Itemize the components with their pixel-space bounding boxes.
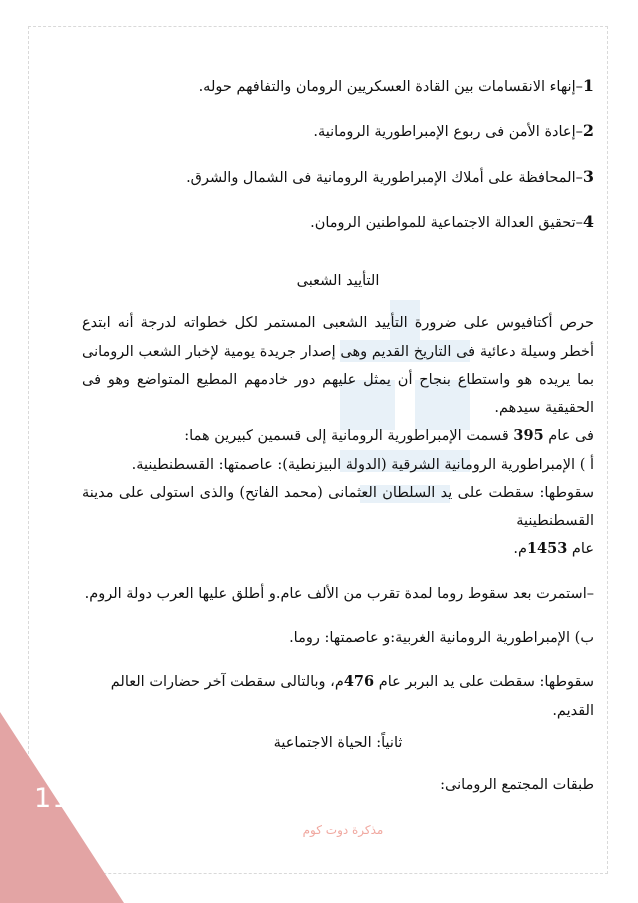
goal-item-1 <box>82 70 594 101</box>
continued-note: –استمرت بعد سقوط روما لمدة تقرب من الألف عام.و أطلق عليها العرب دولة الروم. <box>84 585 594 602</box>
goal-number: 3 <box>582 166 594 186</box>
division-year: 395 <box>513 427 544 445</box>
goal-item-3 <box>82 161 594 192</box>
division-line <box>82 422 594 450</box>
goal-number: 2 <box>582 121 594 141</box>
goal-text: –إنهاء الانقسامات بين القادة العسكريين الرومان والتفافهم حوله. <box>198 79 583 95</box>
goal-text: –المحافظة على أملاك الإمبراطورية الرومانية فى الشمال والشرق. <box>186 169 583 186</box>
page-content <box>82 70 594 799</box>
east-year-pre: عام <box>567 541 594 558</box>
site-watermark-text: مذكرة دوت كوم <box>302 823 384 837</box>
division-pre: فى عام <box>543 428 594 445</box>
east-empire-fall-year <box>82 535 594 563</box>
paragraph-popular-support: حرص أكتافيوس على ضرورة التأييد الشعبى المستمر لكل خطواته لدرجة أنه ابتدع أخطر وسيلة دعائية فى التاريخ القديم وهى إصدار جريدة يومية لإخبار الشعب الرومانى بما يريده هو واستطاع بنجاح أن يمثل عليهم دور خادمهم المطيع المتواضع وهو فى الحقيقية سيدهم. <box>82 315 594 417</box>
east-year: 1453 <box>526 540 568 558</box>
section-heading-popular-support: التأييد الشعبى <box>296 273 380 290</box>
east-empire-heading: أ ) الإمبراطورية الرومانية الشرقية (الدولة البيزنطية): عاصمتها: القسطنطينية. <box>131 456 594 473</box>
division-post: قسمت الإمبراطورية الرومانية إلى قسمين كبيرين هما: <box>184 428 514 445</box>
goal-number: 4 <box>582 211 594 231</box>
east-year-post: م. <box>513 541 527 558</box>
east-empire-fall: سقوطها: سقطت على يد السلطان العثمانى (محمد الفاتح) والذى استولى على مدينة القسطنطينية <box>82 484 594 530</box>
goal-item-4 <box>82 206 594 237</box>
goal-number: 1 <box>582 76 594 95</box>
section-heading-social-life: ثانياً: الحياة الاجتماعية <box>273 734 403 751</box>
west-fall-pre: سقوطها: سقطت على يد البربر عام <box>374 674 594 691</box>
goal-text: –إعادة الأمن فى ربوع الإمبراطورية الرومانية. <box>313 124 583 141</box>
west-fall-post: م، وبالتالى سقطت آخر حضارات العالم القديم. <box>110 674 594 719</box>
goal-text: –تحقيق العدالة الاجتماعية للمواطنين الرومان. <box>310 214 583 231</box>
page-number: 118 <box>34 783 89 814</box>
west-year: 476 <box>343 673 375 691</box>
west-empire-heading: ب) الإمبراطورية الرومانية الغربية:و عاصمتها: روما. <box>289 629 594 646</box>
west-empire-fall <box>82 668 594 725</box>
roman-classes-heading: طبقات المجتمع الرومانى: <box>440 777 594 794</box>
goal-item-2 <box>82 115 594 146</box>
